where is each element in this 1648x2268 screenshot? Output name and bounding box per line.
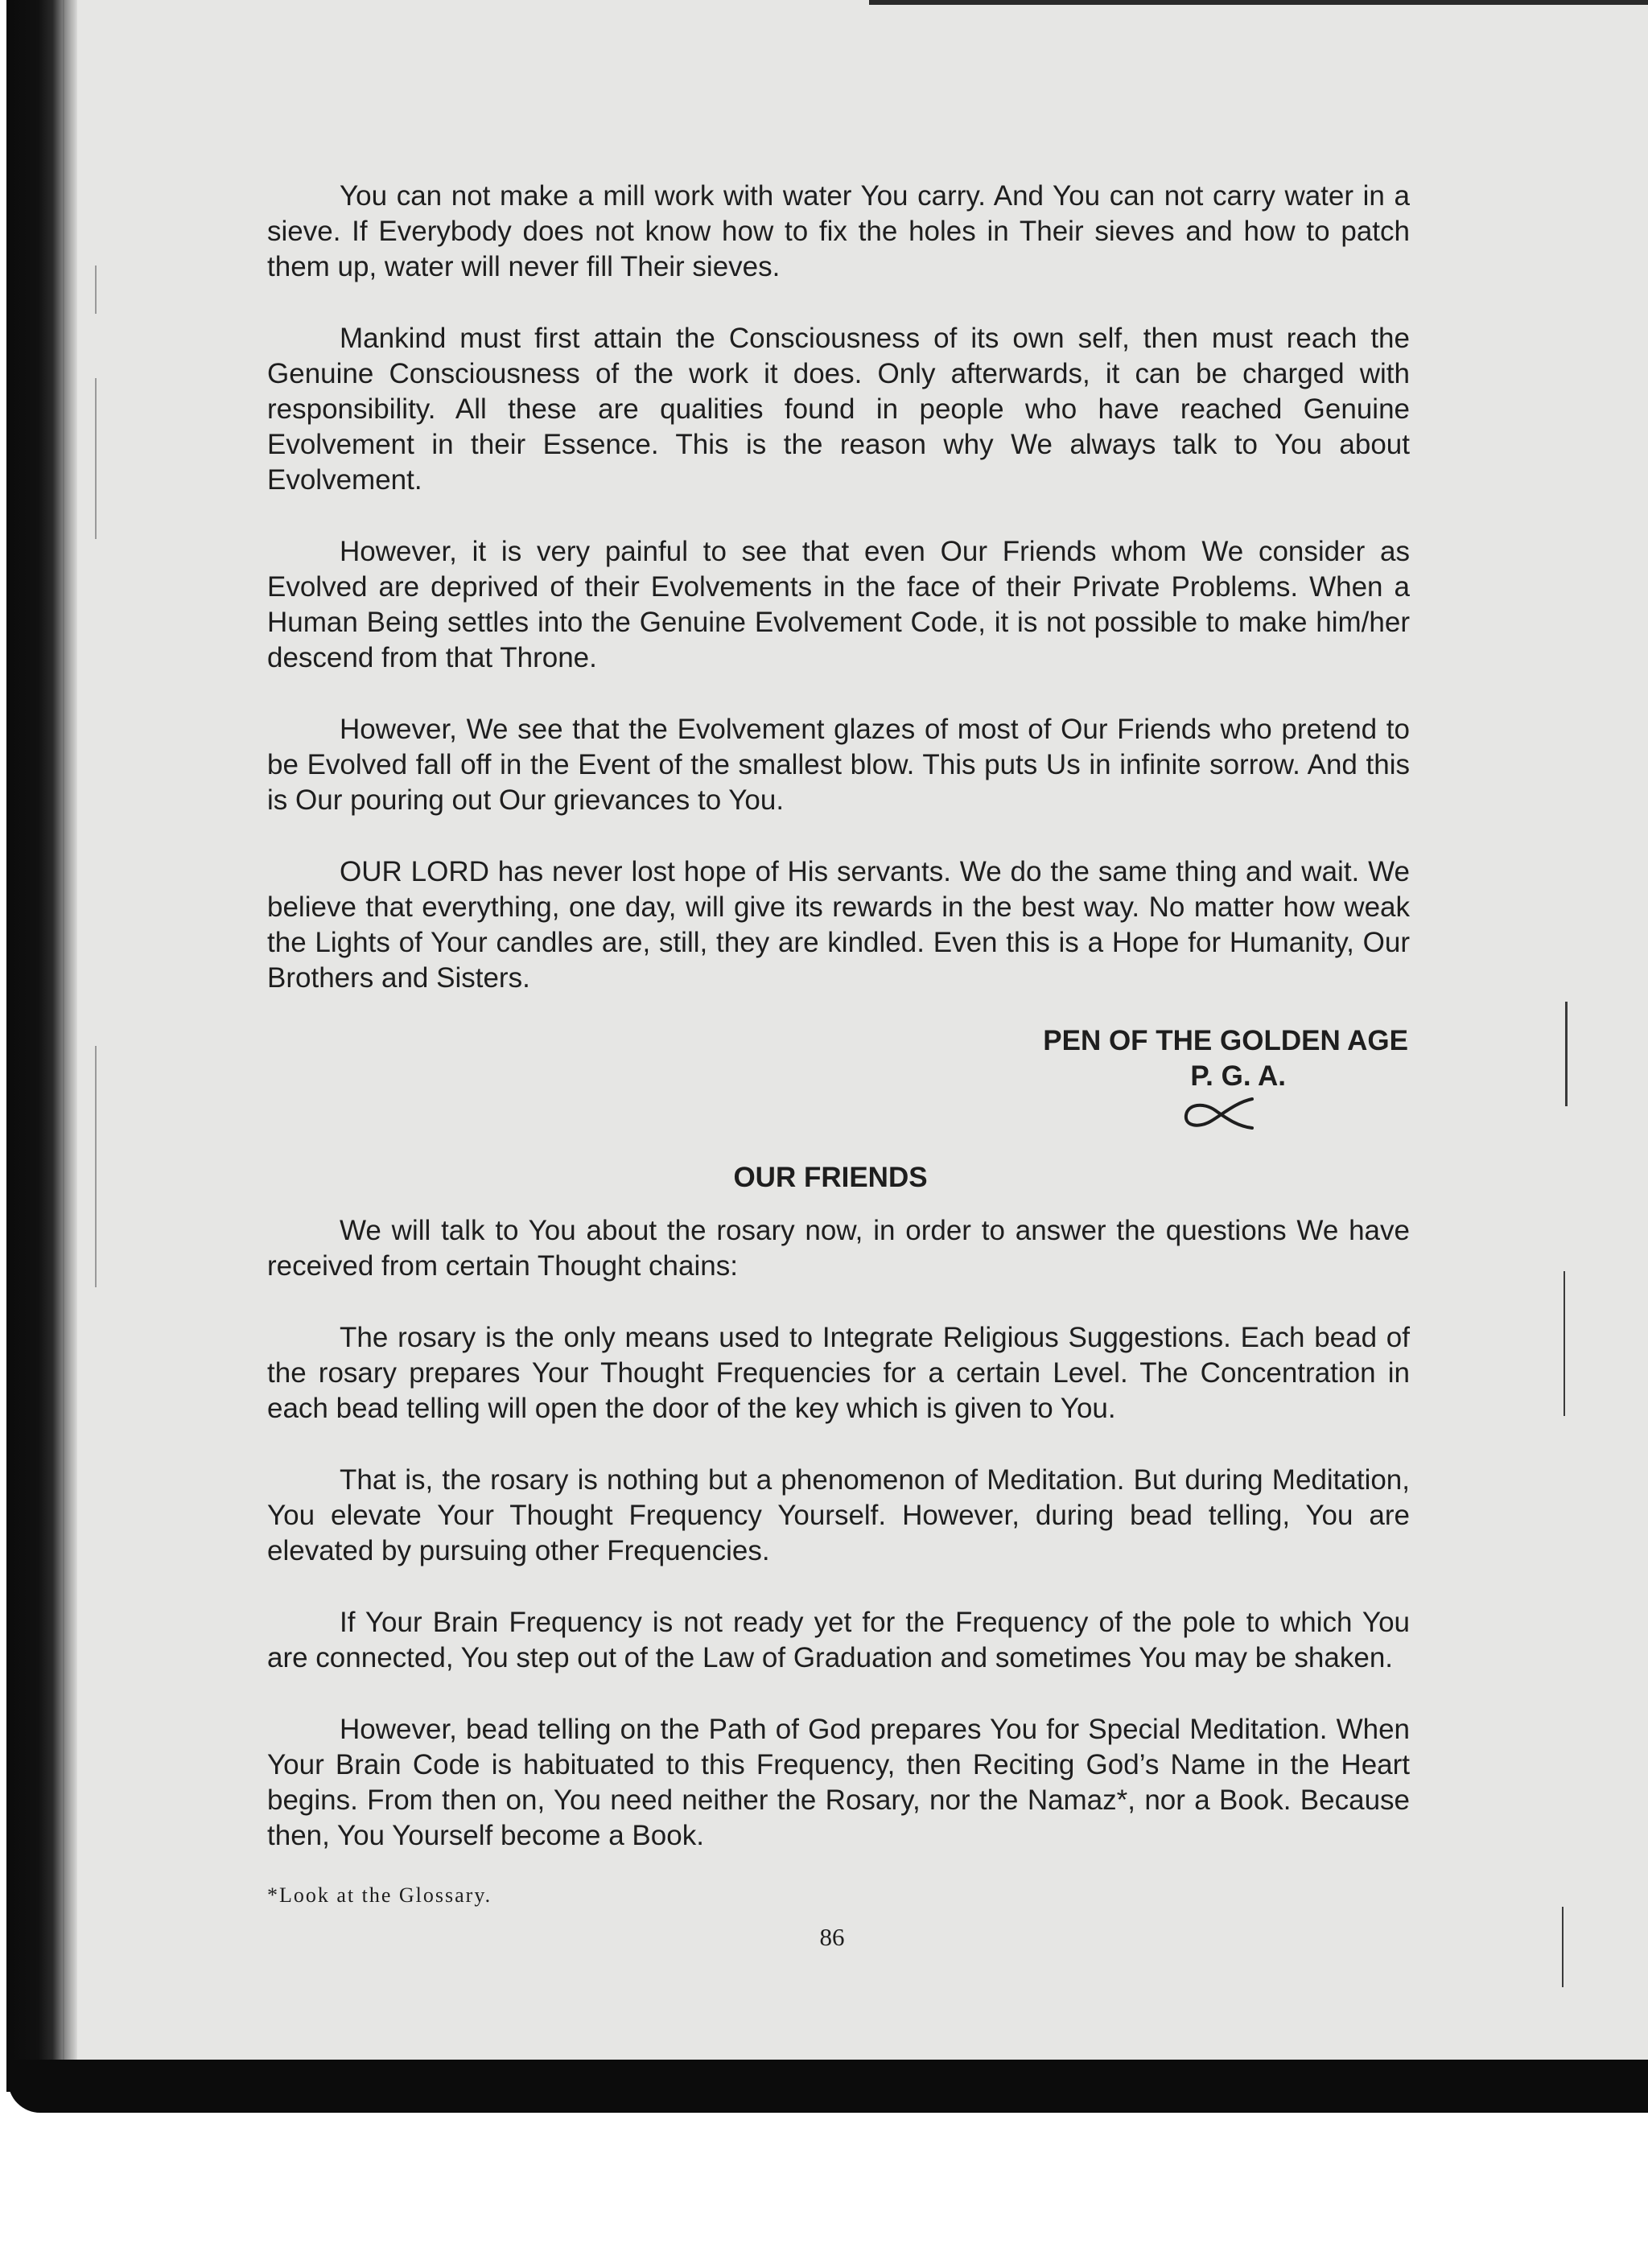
book-spine-edge — [63, 0, 77, 2092]
paragraph: OUR LORD has never lost hope of His servants. We do the same thing and wait. We believe that everything, one day, will give its rewards in the best way. No matter how weak the Lights of Your candles are, still, they are kindled. Even this is a Hope for Humanity, Our Brothers and Sisters. — [267, 856, 1410, 994]
paragraph: However, it is very painful to see that even Our Friends whom We consider as Evolved are deprived of their Evolvements in the face of their Private Problems. When a Human Being settles into the Genuine Evolvement Code, it is not possible to make him/her descend from that Throne. — [267, 536, 1410, 673]
section-heading: OUR FRIENDS — [733, 1162, 928, 1193]
page-number-text: 86 — [819, 1923, 845, 1951]
footnote: *Look at the Glossary. — [267, 1883, 492, 1907]
paragraph: You can not make a mill work with water You carry. And You can not carry water in a sieve. If Everybody does not know how to fix the holes in Their sieves and how to patch them up, water will never fill Their sieves. — [267, 180, 1410, 282]
alpha-signature-icon — [267, 1094, 1410, 1139]
page-body — [267, 179, 1410, 1913]
paragraph: If Your Brain Frequency is not ready yet for the Frequency of the pole to which You are connected, You step out of the Law of Graduation and sometimes You may be shaken. — [267, 1607, 1410, 1673]
scan-mark — [1565, 1002, 1568, 1106]
book-bottom-edge — [8, 2060, 1648, 2113]
scan-mark — [1564, 1336, 1565, 1416]
paragraph: Mankind must first attain the Consciousness of its own self, then must reach the Genuine Consciousness of the work it does. Only afterwards, it can be charged with responsibility. All these are qualities found in people who have reached Genuine Evolvement in their Essence. This is the reason why We always talk to You about Evolvement. — [267, 323, 1410, 496]
scan-mark — [95, 265, 97, 314]
scan-mark — [95, 378, 97, 539]
signature-author: PEN OF THE GOLDEN AGE — [1043, 1025, 1408, 1056]
paragraph: However, We see that the Evolvement glazes of most of Our Friends who pretend to be Evolved fall off in the Event of the smallest blow. This puts Us in infinite sorrow. And this is Our pouring out Our grievances to You. — [267, 714, 1410, 816]
signature-block — [267, 1023, 1408, 1094]
scan-background — [0, 2113, 1648, 2268]
book-spine-shadow — [6, 0, 64, 2092]
paragraph: However, bead telling on the Path of God prepares You for Special Meditation. When Your Brain Code is habituated to this Frequency, then Reciting God’s Name in the Heart begins. From then on, You need neither the Rosary, nor the Namaz*, nor a Book. Because then, You Yourself become a Book. — [267, 1714, 1410, 1851]
paragraph: The rosary is the only means used to Integrate Religious Suggestions. Each bead of the rosary prepares Your Thought Frequencies for a certain Level. The Concentration in each bead telling will open the door of the key which is given to You. — [267, 1322, 1410, 1424]
scan-mark — [95, 1046, 97, 1287]
paragraph: That is, the rosary is nothing but a phenomenon of Meditation. But during Meditation, You elevate Your Thought Frequency Yourself. However, during bead telling, You are elevated by pursuing other Frequencies. — [267, 1464, 1410, 1566]
page-number — [0, 1923, 1648, 1952]
paragraph: We will talk to You about the rosary now, in order to answer the questions We have received from certain Thought chains: — [267, 1215, 1410, 1282]
top-edge-rule — [869, 0, 1648, 5]
signature-initials: P. G. A. — [1190, 1060, 1286, 1092]
